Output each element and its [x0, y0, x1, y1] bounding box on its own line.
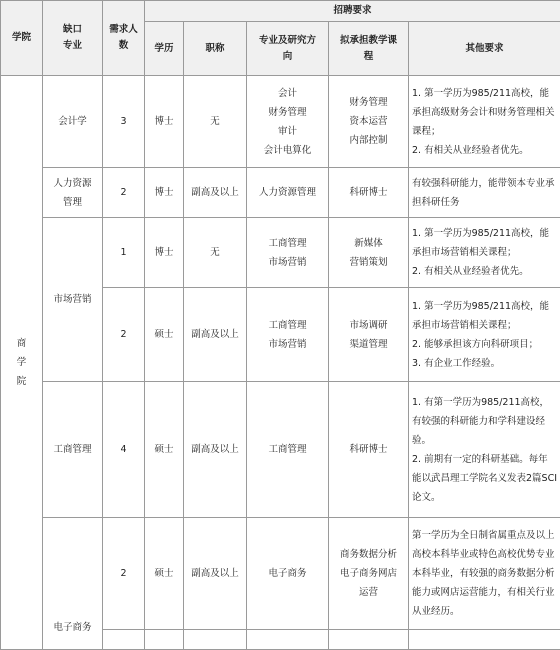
- research-cell: 工商管理 市场营销: [247, 288, 329, 382]
- title-cell: 无: [184, 218, 247, 288]
- college-cell: 商 学 院: [1, 76, 43, 650]
- courses-cell: 新媒体 营销策划: [329, 218, 409, 288]
- degree-cell: 博士: [145, 76, 184, 168]
- major-cell: 会计学: [43, 76, 103, 168]
- other-requirements-cell: 有较强科研能力，能带领本专业承担科研任务: [409, 168, 560, 218]
- research-cell: 工商管理 市场营销: [247, 218, 329, 288]
- degree-cell: 硕士: [145, 382, 184, 518]
- research-cell: 工商管理: [247, 382, 329, 518]
- research-cell: 会计 财务管理 审计 会计电算化: [247, 76, 329, 168]
- courses-cell: 财务管理 资本运营 内部控制: [329, 76, 409, 168]
- degree-cell: 博士: [145, 218, 184, 288]
- table-row: [1, 76, 560, 168]
- table-row: [1, 218, 560, 288]
- count-cell: 2: [103, 168, 145, 218]
- title-cell: 副高及以上: [184, 168, 247, 218]
- header-major: 缺口 专业: [43, 1, 103, 76]
- major-cell: 电子商务: [43, 518, 103, 650]
- count-cell: 2: [103, 288, 145, 382]
- degree-cell: 硕士: [145, 288, 184, 382]
- header-other: 其他要求: [409, 22, 560, 76]
- research-cell: 人力资源管理: [247, 168, 329, 218]
- table-row: [1, 382, 560, 518]
- table-row: [1, 518, 560, 630]
- count-cell: 4: [103, 382, 145, 518]
- courses-cell: 市场调研 渠道管理: [329, 288, 409, 382]
- header-title: 职称: [184, 22, 247, 76]
- title-cell: 副高及以上: [184, 382, 247, 518]
- research-cell: 电子商务: [247, 518, 329, 630]
- count-cell: 2: [103, 518, 145, 630]
- degree-cell: 博士: [145, 168, 184, 218]
- header-degree: 学历: [145, 22, 184, 76]
- other-requirements-cell: 1. 第一学历为985/211高校，能承担市场营销相关课程； 2. 有相关从业经验者优先。: [409, 218, 560, 288]
- other-requirements-cell: 1. 有第一学历为985/211高校，有较强的科研能力和学科建设经验。 2. 前期有一定的科研基础。每年能以武昌理工学院名义发表2篇SCI论文。: [409, 382, 560, 518]
- header-recruit-requirements: 招聘要求: [145, 1, 560, 22]
- title-cell: 副高及以上: [184, 518, 247, 630]
- courses-cell: 商务数据分析 电子商务网店 运营: [329, 518, 409, 630]
- header-research: 专业及研究方 向: [247, 22, 329, 76]
- count-cell: 3: [103, 76, 145, 168]
- courses-cell: 科研博士: [329, 168, 409, 218]
- header-count: 需求人 数: [103, 1, 145, 76]
- major-cell: 市场营销: [43, 218, 103, 382]
- other-requirements-cell: 1. 第一学历为985/211高校，能承担市场营销相关课程； 2. 能够承担该方向科研项目； 3. 有企业工作经验。: [409, 288, 560, 382]
- header-courses: 拟承担教学课 程: [329, 22, 409, 76]
- degree-cell: 硕士: [145, 518, 184, 630]
- table-row: [1, 168, 560, 218]
- other-requirements-cell: 1. 第一学历为985/211高校，能承担高级财务会计和财务管理相关课程； 2. 有相关从业经验者优先。: [409, 76, 560, 168]
- title-cell: 无: [184, 76, 247, 168]
- courses-cell: 科研博士: [329, 382, 409, 518]
- title-cell: 副高及以上: [184, 288, 247, 382]
- major-cell: 人力资源 管理: [43, 168, 103, 218]
- major-cell: 工商管理: [43, 382, 103, 518]
- count-cell: 1: [103, 218, 145, 288]
- header-college: 学院: [1, 1, 43, 76]
- other-requirements-cell: 第一学历为全日制省属重点及以上高校本科毕业或特色高校优势专业本科毕业，有较强的商务数据分析能力或网店运营能力，有相关行业从业经历。: [409, 518, 560, 630]
